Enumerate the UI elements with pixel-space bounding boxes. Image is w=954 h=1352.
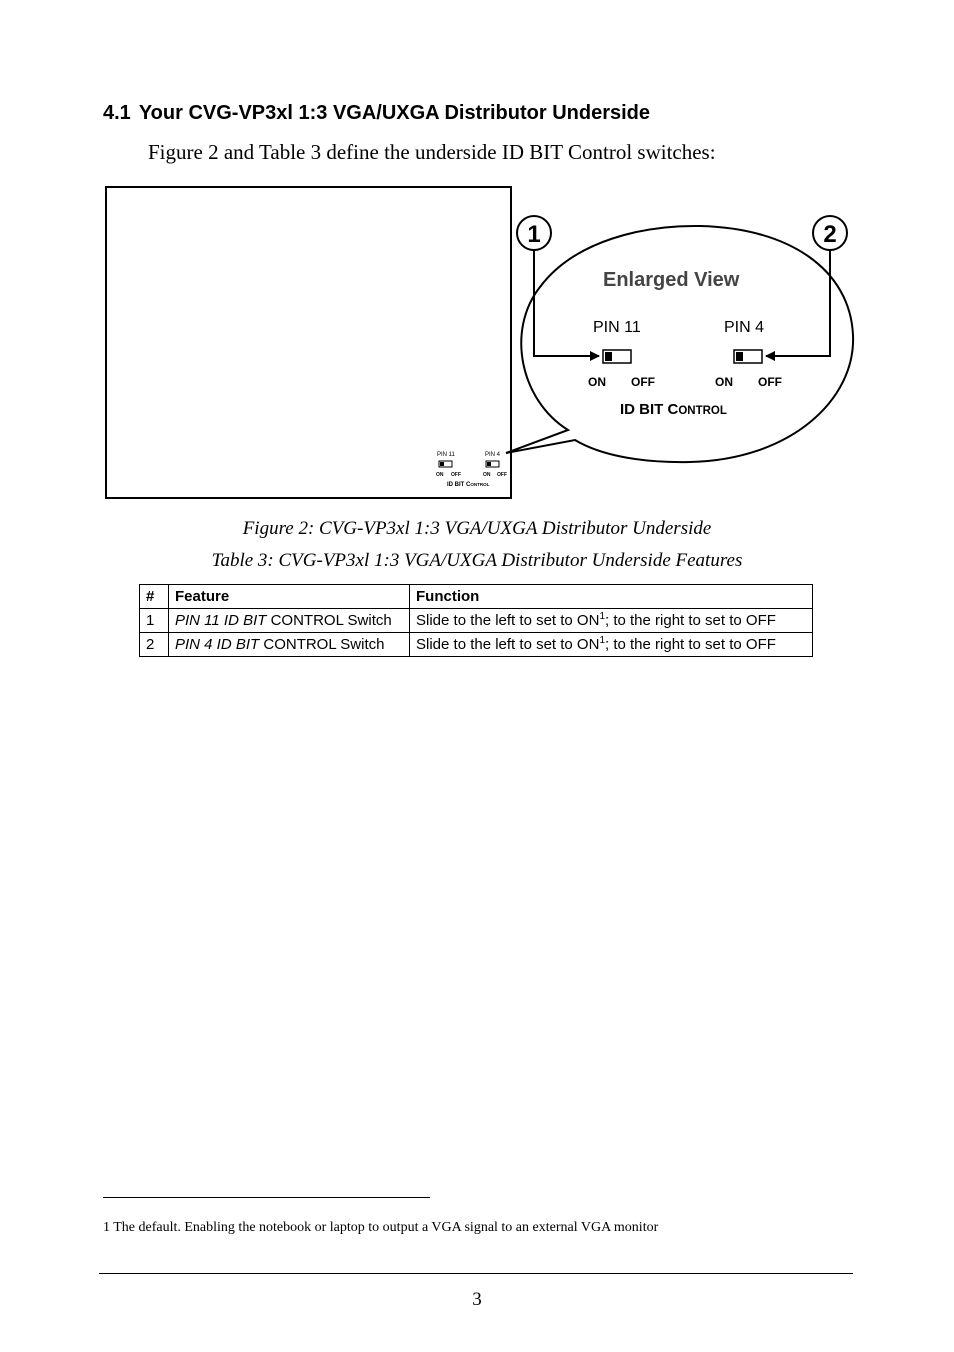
small-on-label-2: ON [483,472,491,478]
small-off-label-1: OFF [451,472,461,478]
function-post: ; to the right to set to OFF [605,636,776,653]
small-switch-pin11-knob [440,462,444,466]
function-pre: Slide to the left to set to ON [416,636,600,653]
header-feature: Feature [169,585,410,609]
footnote-ref: 1 [599,635,605,646]
table-row [140,633,813,657]
row-function [410,633,813,657]
function-post: ; to the right to set to OFF [605,612,776,629]
callout-2-number: 2 [823,221,837,248]
intro-paragraph: Figure 2 and Table 3 define the underside ID BIT Control switches: [148,140,716,164]
on-label-pin11: ON [588,375,606,389]
footnote-ref: 1 [599,611,605,622]
features-table [139,584,813,657]
page-footer-divider [99,1273,853,1274]
feature-rest: CONTROL Switch [266,612,392,629]
off-label-pin4: OFF [758,375,782,389]
page-number: 3 [472,1289,482,1310]
small-on-label-1: ON [436,472,444,478]
table-row [140,609,813,633]
enlarged-view-title: Enlarged View [603,269,740,291]
pin4-label: PIN 4 [724,319,765,336]
small-control-label: ID BIT CONTROL [447,482,490,488]
header-num: # [140,585,169,609]
pin11-label: PIN 11 [593,319,641,336]
callout-1-number: 1 [527,221,541,248]
row-num: 2 [140,633,169,657]
switch-pin11-knob [605,352,612,361]
small-switch-pin4-knob [487,462,491,466]
row-feature [169,633,410,657]
small-pin11-label: PIN 11 [437,452,455,458]
header-function: Function [410,585,813,609]
feature-italic: PIN 4 ID BIT [175,636,260,653]
table-header-row [140,585,813,609]
footnote: 1 The default. Enabling the notebook or laptop to output a VGA signal to an external VGA monitor [103,1220,659,1235]
row-num: 1 [140,609,169,633]
row-feature [169,609,410,633]
small-off-label-2: OFF [497,472,507,478]
enlarged-view-bubble [506,226,853,462]
function-pre: Slide to the left to set to ON [416,612,600,629]
figure-drawing [0,0,954,520]
switch-pin4-knob [736,352,743,361]
row-function [410,609,813,633]
footnote-divider [103,1197,430,1198]
id-bit-control-label: ID BIT CONTROL [620,401,727,418]
feature-rest: CONTROL Switch [259,636,385,653]
feature-italic: PIN 11 ID BIT [175,612,267,629]
small-pin4-label: PIN 4 [485,452,501,458]
table-caption: Table 3: CVG-VP3xl 1:3 VGA/UXGA Distributor Underside Features [211,550,743,571]
section-title: Your CVG-VP3xl 1:3 VGA/UXGA Distributor Underside [138,102,651,124]
off-label-pin11: OFF [631,375,655,389]
figure-caption: Figure 2: CVG-VP3xl 1:3 VGA/UXGA Distributor Underside [242,518,712,539]
figure-underside [0,0,954,520]
section-number: 4.1 [103,102,131,124]
on-label-pin4: ON [715,375,733,389]
